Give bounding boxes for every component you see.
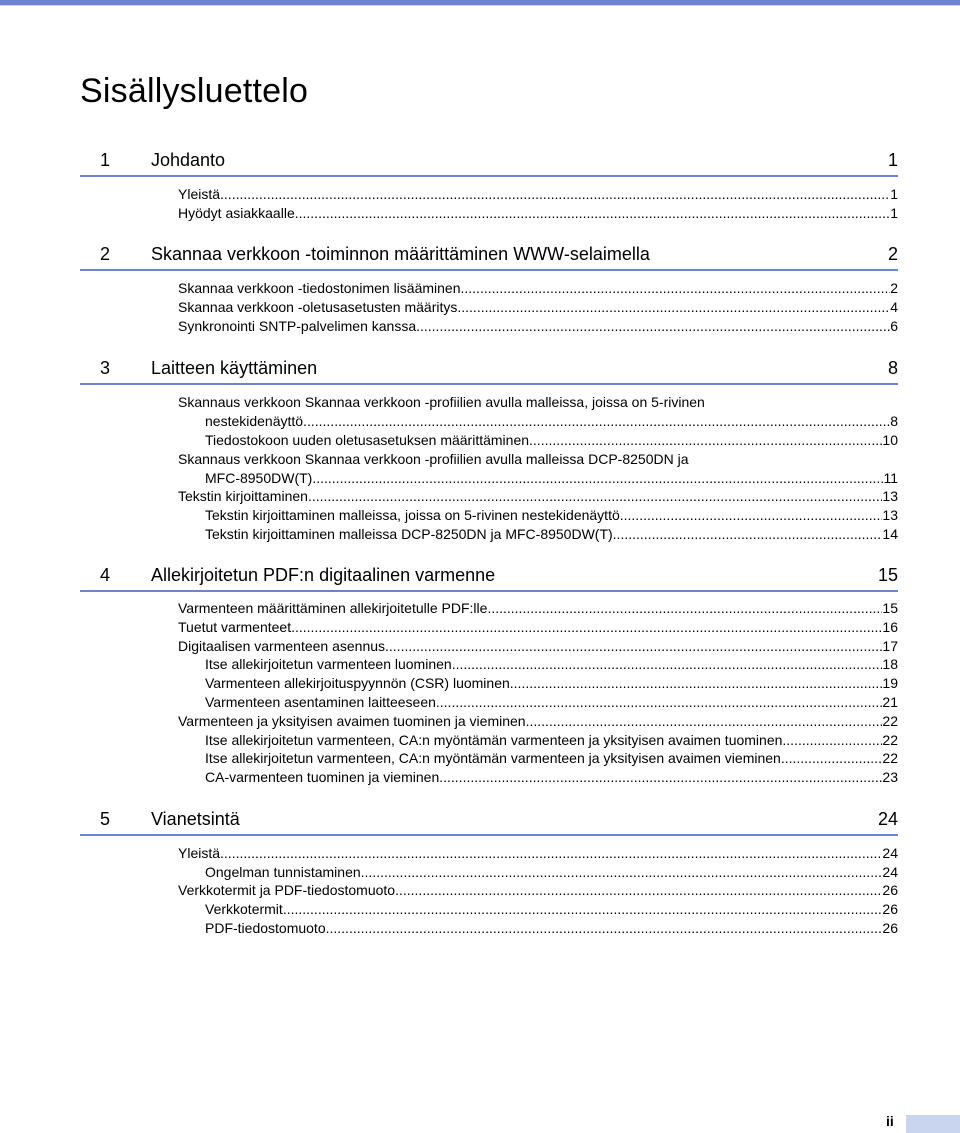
entry-page: 26 [882, 901, 898, 917]
toc-entry[interactable] [205, 749, 898, 768]
toc-entry[interactable] [178, 279, 898, 298]
dot-leader [291, 618, 882, 637]
chapter-title: Skannaa verkkoon -toiminnon määrittäminen WWW-selaimella [151, 244, 650, 264]
entry-text-line[interactable]: Skannaus verkkoon Skannaa verkkoon -profiilien avulla malleissa, joissa on 5-rivinen [178, 394, 705, 410]
entry-text: nestekidenäyttö [205, 413, 304, 429]
dot-leader [457, 298, 890, 317]
toc-entry[interactable] [178, 298, 898, 317]
dot-leader [452, 655, 883, 674]
chapter-number: 4 [100, 565, 111, 585]
dot-leader [283, 900, 883, 919]
entry-text: Yleistä [178, 186, 221, 202]
entry-text: Skannaa verkkoon -tiedostonimen lisääminen [178, 280, 461, 296]
dot-leader [361, 863, 883, 882]
toc-entry[interactable] [205, 655, 898, 674]
header-rule-light [0, 5, 960, 6]
toc-entry[interactable] [178, 599, 898, 618]
dot-leader [312, 469, 883, 488]
chapter-number: 3 [100, 358, 111, 378]
toc-entry[interactable] [205, 768, 898, 787]
chapter-page: 24 [877, 809, 898, 829]
entry-page: 11 [883, 470, 898, 486]
chapter-5-heading[interactable] [80, 809, 898, 837]
toc-entry[interactable] [205, 506, 898, 525]
toc-entry[interactable] [178, 204, 898, 223]
entry-page: 4 [890, 299, 898, 315]
entry-page: 22 [882, 750, 898, 766]
chapter-4-heading[interactable] [80, 565, 898, 593]
entry-page: 13 [882, 507, 898, 523]
toc-entry[interactable] [178, 712, 898, 731]
entry-text: Tekstin kirjoittaminen [178, 488, 308, 504]
entry-text: Digitaalisen varmenteen asennus [178, 638, 386, 654]
entry-text: Varmenteen allekirjoituspyynnön (CSR) luominen [205, 675, 510, 691]
toc-entry[interactable] [205, 525, 898, 544]
entry-text: Itse allekirjoitetun varmenteen luominen [205, 656, 452, 672]
entry-page: 6 [890, 318, 898, 334]
entry-page: 10 [882, 432, 898, 448]
entry-text: Tiedostokoon uuden oletusasetuksen määrittäminen [205, 432, 530, 448]
chapter-number: 2 [100, 244, 111, 264]
chapter-title: Laitteen käyttäminen [151, 358, 318, 378]
entry-page: 14 [882, 526, 898, 542]
entry-text: CA-varmenteen tuominen ja vieminen [205, 769, 440, 785]
entry-text: Skannaa verkkoon -oletusasetusten määritys [178, 299, 458, 315]
entry-text: Verkkotermit [205, 901, 283, 917]
toc-entry[interactable] [178, 317, 898, 336]
entry-page: 1 [890, 205, 898, 221]
entry-page: 26 [882, 882, 898, 898]
entry-text: Varmenteen ja yksityisen avaimen tuominen ja vieminen [178, 713, 526, 729]
entry-text: Tekstin kirjoittaminen malleissa DCP-8250DN ja MFC-8950DW(T) [205, 526, 613, 542]
toc-entry[interactable] [205, 412, 898, 431]
dot-leader [220, 844, 882, 863]
dot-leader [436, 693, 883, 712]
dot-leader [526, 712, 883, 731]
dot-leader [613, 525, 883, 544]
chapter-title: Vianetsintä [151, 809, 240, 829]
entry-text: Synkronointi SNTP-palvelimen kanssa [178, 318, 417, 334]
toc-entry[interactable] [205, 919, 898, 938]
dot-leader [487, 599, 882, 618]
entry-page: 19 [882, 675, 898, 691]
chapter-2-heading[interactable] [80, 244, 898, 272]
dot-leader [385, 637, 882, 656]
entry-page: 1 [890, 186, 898, 202]
chapter-rule [80, 383, 898, 385]
entry-page: 24 [882, 845, 898, 861]
toc-entry[interactable] [178, 844, 898, 863]
entry-text: PDF-tiedostomuoto [205, 920, 326, 936]
entry-page: 26 [882, 920, 898, 936]
dot-leader [295, 204, 890, 223]
dot-leader [529, 431, 882, 450]
dot-leader [416, 317, 890, 336]
entry-page: 18 [882, 656, 898, 672]
toc-entry[interactable] [205, 693, 898, 712]
toc-entry[interactable] [205, 469, 898, 488]
chapter-rule [80, 834, 898, 836]
entry-text: Yleistä [178, 845, 221, 861]
entry-page: 13 [882, 488, 898, 504]
toc-entry[interactable] [205, 674, 898, 693]
chapter-1-heading[interactable] [80, 150, 898, 178]
entry-text: Ongelman tunnistaminen [205, 864, 361, 880]
entry-text: Varmenteen määrittäminen allekirjoitetulle PDF:lle [178, 600, 488, 616]
dot-leader [510, 674, 883, 693]
entry-text: Itse allekirjoitetun varmenteen, CA:n myöntämän varmenteen ja yksityisen avaimen tuominen [205, 732, 783, 748]
entry-page: 15 [882, 600, 898, 616]
chapter-page: 8 [887, 358, 898, 378]
toc-entry[interactable] [178, 618, 898, 637]
dot-leader [326, 919, 883, 938]
chapter-title: Allekirjoitetun PDF:n digitaalinen varmenne [151, 565, 496, 585]
chapter-page: 15 [877, 565, 898, 585]
entry-page: 22 [882, 732, 898, 748]
toc-entry[interactable] [178, 881, 898, 900]
entry-page: 17 [882, 638, 898, 654]
entry-page: 23 [882, 769, 898, 785]
chapter-number: 1 [100, 150, 111, 170]
dot-leader [308, 487, 882, 506]
chapter-page: 2 [887, 244, 898, 264]
page-title: Sisällysluettelo [80, 72, 309, 110]
entry-text: Tuetut varmenteet [178, 619, 292, 635]
entry-text: Tekstin kirjoittaminen malleissa, joissa on 5-rivinen nestekidenäyttö [205, 507, 620, 523]
entry-page: 24 [882, 864, 898, 880]
entry-text: Verkkotermit ja PDF-tiedostomuoto [178, 882, 396, 898]
entry-text: MFC-8950DW(T) [205, 470, 313, 486]
toc-entry[interactable] [205, 431, 898, 450]
chapter-rule [80, 590, 898, 592]
dot-leader [781, 749, 883, 768]
entry-text: Hyödyt asiakkaalle [178, 205, 295, 221]
chapter-title: Johdanto [151, 150, 226, 170]
chapter-page: 1 [887, 150, 898, 170]
toc-entry[interactable] [178, 185, 898, 204]
footer-tab [906, 1115, 960, 1133]
dot-leader [395, 881, 882, 900]
dot-leader [461, 279, 891, 298]
entry-page: 22 [882, 713, 898, 729]
toc-entry[interactable] [178, 637, 898, 656]
dot-leader [782, 731, 882, 750]
toc-entry[interactable] [205, 731, 898, 750]
dot-leader [620, 506, 883, 525]
entry-text-line[interactable]: Skannaus verkkoon Skannaa verkkoon -profiilien avulla malleissa DCP-8250DN ja [178, 451, 689, 467]
chapter-3-heading[interactable] [80, 358, 898, 386]
toc-entry[interactable] [205, 863, 898, 882]
toc-entry[interactable] [178, 487, 898, 506]
entry-page: 16 [882, 619, 898, 635]
footer-page-number: ii [886, 1113, 894, 1129]
chapter-number: 5 [100, 809, 111, 829]
chapter-rule [80, 175, 898, 177]
entry-text: Itse allekirjoitetun varmenteen, CA:n myöntämän varmenteen ja yksityisen avaimen vieminen [205, 750, 781, 766]
entry-page: 2 [890, 280, 898, 296]
dot-leader [220, 185, 890, 204]
dot-leader [303, 412, 890, 431]
chapter-rule [80, 269, 898, 271]
entry-page: 8 [890, 413, 898, 429]
dot-leader [439, 768, 882, 787]
entry-page: 21 [882, 694, 898, 710]
entry-text: Varmenteen asentaminen laitteeseen [205, 694, 436, 710]
toc-entry[interactable] [205, 900, 898, 919]
